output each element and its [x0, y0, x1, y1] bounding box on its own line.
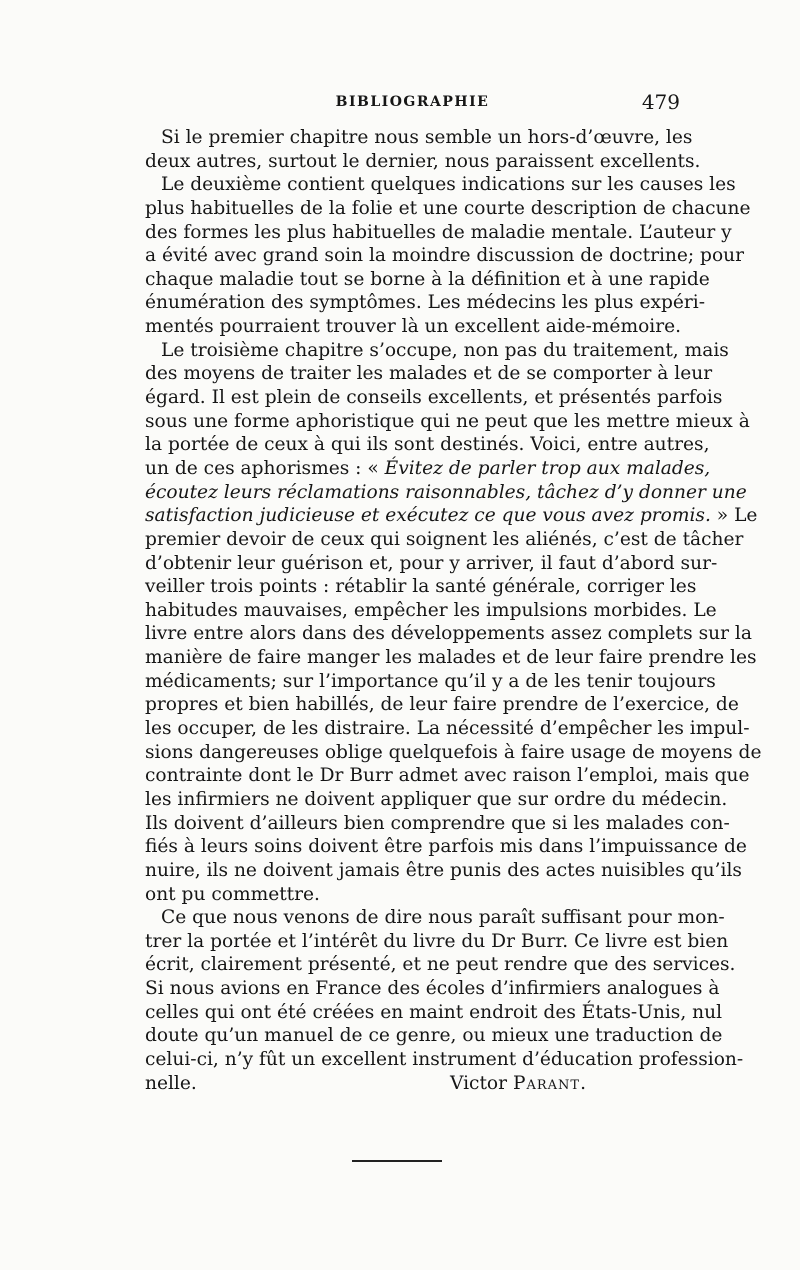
- text-line: ont pu commettre.: [145, 883, 320, 905]
- section-divider: [352, 1160, 442, 1162]
- text-line: doute qu’un manuel de ce genre, ou mieux une traduction de: [145, 1025, 723, 1047]
- text-line: Ce que nous venons de dire nous paraît suffisant pour mon-: [161, 907, 725, 929]
- text-line: mentés pourraient trouver là un excellent aide-mémoire.: [145, 316, 682, 338]
- text-line: énumération des symptômes. Les médecins les plus expéri-: [145, 292, 705, 314]
- aphorism-quote: écoutez leurs réclamations raisonnables, tâchez d’y donner une: [145, 481, 747, 503]
- text-line: égard. Il est plein de conseils excellents, et présentés parfois: [145, 387, 723, 409]
- text-line: premier devoir de ceux qui soignent les aliénés, c’est de tâcher: [145, 528, 744, 550]
- text-line: Si le premier chapitre nous semble un hors-d’œuvre, les: [161, 127, 693, 148]
- text-line: Le troisième chapitre s’occupe, non pas du traitement, mais: [161, 339, 729, 361]
- quote-intro: un de ces aphorismes : «: [145, 457, 385, 479]
- text-line: celui-ci, n’y fût un excellent instrument d’éducation profession-: [145, 1048, 744, 1070]
- text-line: des formes les plus habituelles de maladie mentale. L’auteur y: [145, 221, 732, 243]
- text-line: médicaments; sur l’importance qu’il y a de les tenir toujours: [145, 670, 716, 692]
- text-line: fiés à leurs soins doivent être parfois mis dans l’impuissance de: [145, 836, 747, 858]
- text-line: contrainte dont le Dr Burr admet avec raison l’emploi, mais que: [145, 765, 750, 787]
- text-line-quote-end: [145, 504, 758, 528]
- text-line: Le deuxième contient quelques indications sur les causes les: [161, 174, 736, 196]
- closing-line: [145, 1072, 680, 1096]
- text-line: les infirmiers ne doivent appliquer que sur ordre du médecin.: [145, 788, 728, 810]
- text-line: habitudes mauvaises, empêcher les impulsions morbides. Le: [145, 599, 717, 621]
- text-line-end: nelle.: [145, 1072, 197, 1094]
- text-line: sions dangereuses oblige quelquefois à faire usage de moyens de: [145, 741, 762, 763]
- aphorism-quote: satisfaction judicieuse et exécutez ce que vous avez promis.: [145, 505, 711, 527]
- text-line: les occuper, de les distraire. La nécessité d’empêcher les impul-: [145, 718, 750, 740]
- text-line: sous une forme aphoristique qui ne peut que les mettre mieux à: [145, 410, 750, 432]
- text-line: la portée de ceux à qui ils sont destinés. Voici, entre autres,: [145, 434, 710, 456]
- page-number: 479: [641, 90, 680, 114]
- text-line: écrit, clairement présenté, et ne peut rendre que des services.: [145, 954, 736, 976]
- author-signature: [450, 1072, 587, 1096]
- aphorism-quote: Évitez de parler trop aux malades,: [384, 457, 711, 479]
- text-line: d’obtenir leur guérison et, pour y arriver, il faut d’abord sur-: [145, 552, 718, 574]
- text-line: des moyens de traiter les malades et de se comporter à leur: [145, 363, 713, 385]
- text-line: veiller trois points : rétablir la santé générale, corriger les: [145, 576, 697, 598]
- body-text: [145, 126, 762, 1095]
- text-line: a évité avec grand soin la moindre discussion de doctrine; pour: [145, 245, 745, 267]
- text-line: Ils doivent d’ailleurs bien comprendre que si les malades con-: [145, 812, 730, 834]
- page-header: [145, 90, 680, 118]
- text-line: manière de faire manger les malades et de leur faire prendre les: [145, 647, 757, 669]
- text-line: livre entre alors dans des développements assez complets sur la: [145, 623, 752, 645]
- signature-first-name: Victor: [450, 1072, 508, 1094]
- text-line: Si nous avions en France des écoles d’infirmiers analogues à: [145, 978, 720, 1000]
- text-line: chaque maladie tout se borne à la définition et à une rapide: [145, 268, 710, 290]
- text-line-quote-start: [145, 457, 711, 481]
- text-line: trer la portée et l’intérêt du livre du Dr Burr. Ce livre est bien: [145, 930, 729, 952]
- text-line: propres et bien habillés, de leur faire prendre de l’exercice, de: [145, 694, 739, 716]
- running-title: BIBLIOGRAPHIE: [335, 94, 490, 110]
- signature-last-name: Parant.: [512, 1072, 587, 1094]
- text-line: deux autres, surtout le dernier, nous paraissent excellents.: [145, 150, 701, 172]
- text-line: celles qui ont été créées en maint endroit des États-Unis, nul: [145, 1001, 723, 1023]
- text-line: plus habituelles de la folie et une courte description de chacune: [145, 197, 751, 219]
- quote-close: » Le: [710, 505, 758, 527]
- text-line: nuire, ils ne doivent jamais être punis des actes nuisibles qu’ils: [145, 859, 742, 881]
